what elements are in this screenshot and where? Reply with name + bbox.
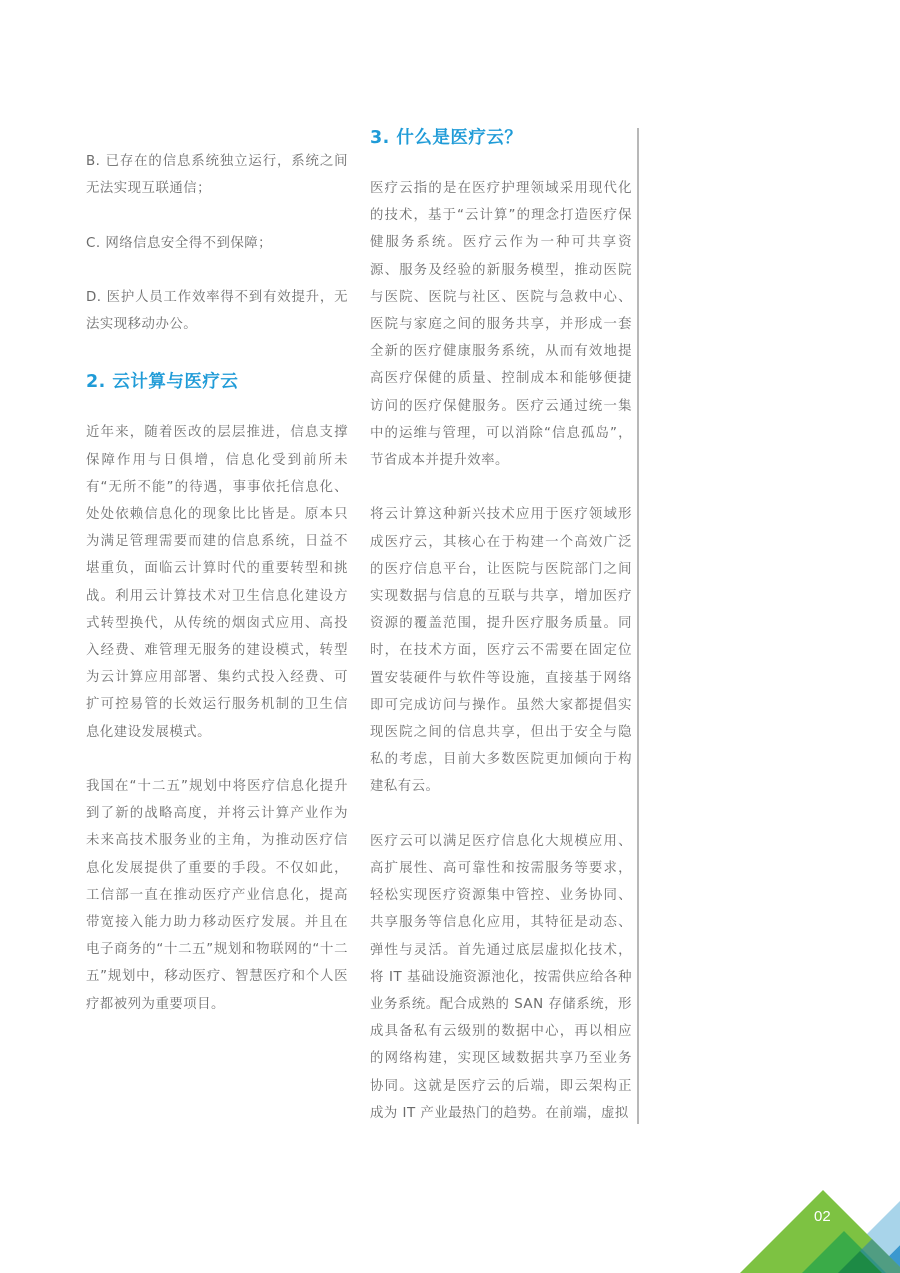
list-item-d: D. 医护人员工作效率得不到有效提升，无法实现移动办公。: [86, 289, 348, 333]
section-3-paragraph-2: 将云计算这种新兴技术应用于医疗领域形成医疗云，其核心在于构建一个高效广泛的医疗信息平台，让医院与医院部门之间实现数据与信息的互联与共享，增加医疗资源的覆盖范围，提升医疗服务质量。同时，在技术方面，医疗云不需要在固定位置安装硬件与软件等设施，直接基于网络即可完成访问与操作。虽然大家都提倡实现医院之间的信息共享，但出于安全与隐私的考虑，目前大多数医院更加倾向于构建私有云。: [370, 507, 632, 795]
left-column: [86, 148, 348, 1018]
column-divider-rule: [637, 128, 639, 1124]
corner-triangle-decoration: [740, 1188, 900, 1273]
section-3-heading: 3. 什么是医疗云？: [370, 128, 523, 148]
list-item-b: B. 已存在的信息系统独立运行，系统之间无法实现互联通信；: [86, 154, 348, 197]
right-column: [370, 124, 632, 1127]
section-2-heading: 2. 云计算与医疗云: [86, 372, 239, 393]
section-2-paragraph-1: 近年来，随着医改的层层推进，信息支撑保障作用与日俱增，信息化受到前所未有“无所不能”的待遇，事事依托信息化、处处依赖信息化的现象比比皆是。原本只为满足管理需要而建的信息系统，日益不堪重负，面临云计算时代的重要转型和挑战。利用云计算技术对卫生信息化建设方式转型换代，从传统的烟囱式应用、高投入经费、难管理无服务的建设模式，转型为云计算应用部署、集约式投入经费、可扩可控易管的长效运行服务机制的卫生信息化建设发展模式。: [86, 425, 348, 740]
section-3-paragraph-1: 医疗云指的是在医疗护理领域采用现代化的技术，基于“云计算”的理念打造医疗保健服务系统。医疗云作为一种可共享资源、服务及经验的新服务模型，推动医院与医院、医院与社区、医院与急救中心、医院与家庭之间的服务共享，并形成一套全新的医疗健康服务系统，从而有效地提高医疗保健的质量、控制成本和能够便捷访问的医疗保健服务。医疗云通过统一集中的运维与管理，可以消除“信息孤岛”，节省成本并提升效率。: [370, 181, 632, 469]
list-item-c: C. 网络信息安全得不到保障；: [86, 235, 273, 251]
section-3-paragraph-3: 医疗云可以满足医疗信息化大规模应用、高扩展性、高可靠性和按需服务等要求，轻松实现医疗资源集中管控、业务协同、共享服务等信息化应用，其特征是动态、弹性与灵活。首先通过底层虚拟化技术，将 IT 基础设施资源池化，按需供应给各种业务系统。配合成熟的 SAN 存储系统，形成具备私有云级别的数据中心，再以相应的网络构建，实现区域数据共享乃至业务协同。这就是医疗云的后端，即云架构正成为 IT 产业最热门的趋势。在前端，虚拟: [370, 833, 632, 1121]
section-2-paragraph-2: 我国在“十二五”规划中将医疗信息化提升到了新的战略高度，并将云计算产业作为未来高技术服务业的主角，为推动医疗信息化发展提供了重要的手段。不仅如此，工信部一直在推动医疗产业信息化，提高带宽接入能力助力移动医疗发展。并且在电子商务的“十二五”规划和物联网的“十二五”规划中，移动医疗、智慧医疗和个人医疗都被列为重要项目。: [86, 779, 348, 1012]
page-number: 02: [814, 1208, 831, 1225]
